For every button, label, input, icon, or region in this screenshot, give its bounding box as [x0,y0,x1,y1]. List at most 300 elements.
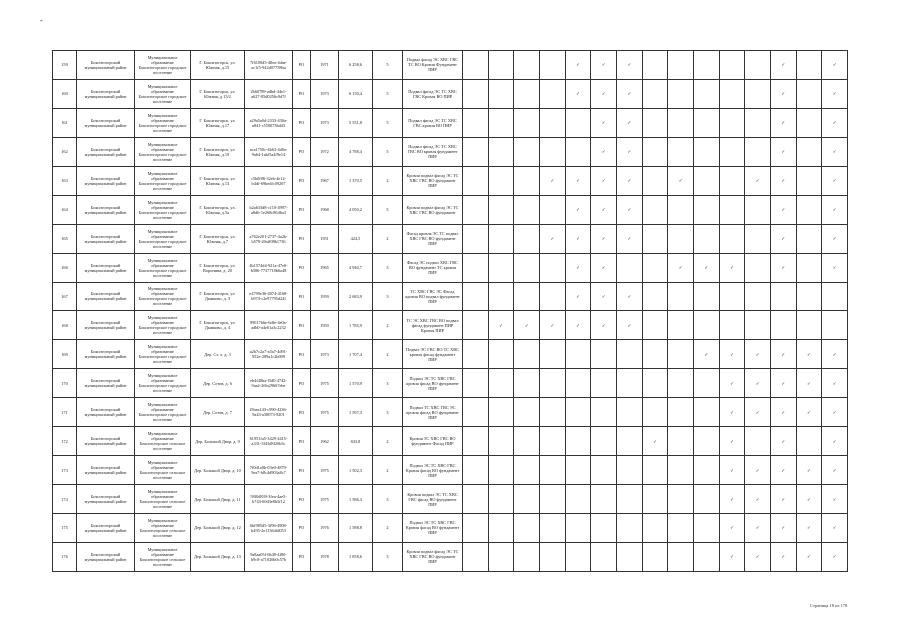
register-body [53,51,848,572]
check-cell [463,108,489,137]
count-cell: 3 [373,398,403,427]
checkmark-icon: ✓ [832,149,837,155]
area-cell: 843,8 [339,427,373,456]
check-cell [745,456,771,485]
check-cell [565,166,591,195]
checkmark-icon: ✓ [627,178,632,184]
check-cell [822,398,848,427]
district-cell: Бокситогорский муниципальный район [77,340,135,369]
check-cell [514,224,540,253]
guid-cell: eb4f40ba-f5d0-4742-9aa2-2f6a29667ebe [245,369,293,398]
check-cell [514,514,540,543]
check-cell [514,311,540,340]
check-cell [616,311,642,340]
municipality-cell: Муниципальное образование Бокситогорское городское поселение [135,311,191,340]
check-cell [514,369,540,398]
count-cell: 3 [373,369,403,398]
check-cell [616,456,642,485]
check-cell [770,253,796,282]
check-cell [565,514,591,543]
checkmark-icon: ✓ [601,178,606,184]
check-cell [693,253,719,282]
checkmark-icon: ✓ [601,265,606,271]
address-cell: Дер. Большой Двор, д. 12 [191,514,245,543]
guid-cell: 61951fa5-3429-4415-a331-3f43d8f26b3c [245,427,293,456]
row-number: 162 [53,137,77,166]
year-cell: 1962 [311,427,339,456]
checkmark-icon: ✓ [678,178,683,184]
check-cell [745,79,771,108]
year-cell: 1951 [311,224,339,253]
check-cell [668,108,694,137]
check-cell [642,166,668,195]
checkmark-icon: ✓ [730,265,734,271]
table-row [53,514,848,543]
check-cell [745,369,771,398]
area-cell: 1 370,5 [339,166,373,195]
check-cell [719,108,745,137]
checkmark-icon: ✓ [781,207,785,213]
checkmark-icon: ✓ [832,207,837,213]
check-cell [514,79,540,108]
checkmark-icon: ✓ [832,438,837,444]
table-row [53,311,848,340]
area-cell: 1 858,6 [339,542,373,571]
check-cell [745,485,771,514]
check-cell [616,514,642,543]
fund-cell: РО [293,166,311,195]
check-cell [668,456,694,485]
area-cell: 424,5 [339,224,373,253]
check-cell [796,79,822,108]
year-cell: 1973 [311,108,339,137]
check-cell [822,79,848,108]
check-cell [616,108,642,137]
guid-cell: 7f0d1a9b-03e0-4879-9ea7-b8c4d903a8c7 [245,456,293,485]
checkmark-icon: ✓ [653,438,657,444]
checkmark-icon: ✓ [576,62,580,68]
checkmark-icon: ✓ [781,380,785,386]
guid-cell: 58f0d839-3fea-4ae5-b743-60d3e8b5f12 [245,485,293,514]
check-cell [693,137,719,166]
district-cell: Бокситогорский муниципальный район [77,282,135,311]
check-cell [463,398,489,427]
check-cell [463,137,489,166]
municipality-cell: Муниципальное образование Бокситогорское городское поселение [135,79,191,108]
check-cell [693,427,719,456]
fund-cell: РО [293,51,311,80]
check-cell [770,485,796,514]
check-cell [565,137,591,166]
check-cell [719,542,745,571]
checkmark-icon: ✓ [499,322,503,328]
check-cell [616,485,642,514]
check-cell [488,340,514,369]
check-cell [463,166,489,195]
check-cell [796,166,822,195]
check-cell [796,542,822,571]
check-cell [539,456,565,485]
checkmark-icon: ✓ [755,178,760,184]
check-cell [770,51,796,80]
check-cell [668,311,694,340]
check-cell [770,514,796,543]
check-cell [642,253,668,282]
checkmark-icon: ✓ [576,265,580,271]
municipality-cell: Муниципальное образование Бокситогорское сельское поселение [135,456,191,485]
checkmark-icon: ✓ [601,62,606,68]
checkmark-icon: ✓ [601,322,606,328]
count-cell: 2 [373,340,403,369]
check-cell [693,224,719,253]
check-cell [488,51,514,80]
row-number: 173 [53,456,77,485]
area-cell: 4 788,4 [339,137,373,166]
check-cell [745,340,771,369]
checkmark-icon: ✓ [781,554,785,560]
works-cell: Кровля ТС ХВС ГВС ВО фундамент Фасад ПИР [403,427,463,456]
district-cell: Бокситогорский муниципальный район [77,253,135,282]
checkmark-icon: ✓ [627,293,632,299]
checkmark-icon: ✓ [601,91,606,97]
checkmark-icon: ✓ [524,322,529,328]
district-cell: Бокситогорский муниципальный район [77,311,135,340]
check-cell [719,340,745,369]
check-cell [668,514,694,543]
row-number: 169 [53,340,77,369]
checkmark-icon: ✓ [781,351,785,357]
row-number: 161 [53,108,77,137]
check-cell [565,311,591,340]
check-cell [719,456,745,485]
check-cell [642,456,668,485]
check-cell [745,137,771,166]
address-cell: Г. Бокситогорск, ул. Южная, д.15 [191,51,245,80]
area-cell: 1 570,9 [339,369,373,398]
address-cell: Г. Бокситогорск, ул. Южная, д.15/2 [191,79,245,108]
fund-cell: РО [293,224,311,253]
checkmark-icon: ✓ [704,351,709,357]
guid-cell: a2b7c2a7-a5a7-4d91-952e-289a1c2b009 [245,340,293,369]
checkmark-icon: ✓ [755,467,760,473]
checkmark-icon: ✓ [730,409,734,415]
check-cell [693,398,719,427]
check-cell [745,51,771,80]
check-cell [642,137,668,166]
check-cell [693,456,719,485]
checkmark-icon: ✓ [678,265,683,271]
check-cell [565,485,591,514]
count-cell: 5 [373,79,403,108]
check-cell [616,137,642,166]
area-cell: 1 588,8 [339,514,373,543]
check-cell [745,398,771,427]
check-cell [488,398,514,427]
check-cell [539,137,565,166]
check-cell [668,369,694,398]
checkmark-icon: ✓ [576,322,580,328]
address-cell: Дер. Сотов, д. 6 [191,369,245,398]
checkmark-icon: ✓ [576,293,580,299]
address-cell: Дер. Большой Двор, д. 10 [191,456,245,485]
check-cell [745,427,771,456]
check-cell [591,224,617,253]
checkmark-icon: ✓ [781,409,785,415]
check-cell [693,79,719,108]
check-cell [616,253,642,282]
check-cell [514,456,540,485]
check-cell [693,340,719,369]
checkmark-icon: ✓ [832,62,837,68]
check-cell [488,369,514,398]
area-cell: 2 683,9 [339,282,373,311]
check-cell [719,427,745,456]
check-cell [539,79,565,108]
check-cell [616,224,642,253]
area-cell: 1 785,9 [339,311,373,340]
check-cell [796,456,822,485]
check-cell [642,224,668,253]
area-cell: 6 258,6 [339,51,373,80]
municipality-cell: Муниципальное образование Бокситогорское городское поселение [135,398,191,427]
check-cell [822,340,848,369]
check-cell [539,253,565,282]
works-cell: Подвал ЭС ТС ХВС ГВС кровля фасад ВО фундамент ПИР [403,369,463,398]
district-cell: Бокситогорский муниципальный район [77,514,135,543]
check-cell [668,398,694,427]
checkmark-icon: ✓ [730,380,734,386]
check-cell [463,282,489,311]
check-cell [822,369,848,398]
area-cell: 1 502,3 [339,456,373,485]
checkmark-icon: ✓ [832,496,837,502]
check-cell [488,514,514,543]
check-cell [616,369,642,398]
checkmark-icon: ✓ [755,554,760,560]
checkmark-icon: ✓ [781,120,785,126]
check-cell [565,79,591,108]
check-cell [616,51,642,80]
row-number: 160 [53,79,77,108]
address-cell: Дер. Большой Двор, д. 9 [191,427,245,456]
page-mark: - [40,16,43,25]
works-cell: Кровля подвал фасад ЭС ТС ХВС ГВС ВО фундамент ПИР [403,166,463,195]
row-number: 172 [53,427,77,456]
table-row [53,398,848,427]
check-cell [822,282,848,311]
checkmark-icon: ✓ [627,207,632,213]
checkmark-icon: ✓ [730,438,734,444]
check-cell [745,514,771,543]
guid-cell: a762e201-2737-4a2b-b579-20aff08b1736 [245,224,293,253]
fund-cell: РО [293,195,311,224]
check-cell [770,340,796,369]
row-number: 159 [53,51,77,80]
checkmark-icon: ✓ [730,496,734,502]
checkmark-icon: ✓ [781,467,785,473]
check-cell [719,137,745,166]
municipality-cell: Муниципальное образование Бокситогорское городское поселение [135,282,191,311]
check-cell [488,311,514,340]
check-cell [796,137,822,166]
check-cell [822,456,848,485]
year-cell: 1959 [311,311,339,340]
guid-cell: e4799e36-4074-4168-b974-c2e97795d24f [245,282,293,311]
check-cell [642,485,668,514]
check-cell [719,195,745,224]
checkmark-icon: ✓ [781,496,785,502]
check-cell [719,485,745,514]
check-cell [693,51,719,80]
check-cell [488,485,514,514]
works-cell: Кровля подвал ЭС ТС ХВС ГВС фасад ВО фундамент ПИР [403,485,463,514]
fund-cell: РО [293,79,311,108]
check-cell [488,456,514,485]
check-cell [770,137,796,166]
check-cell [565,398,591,427]
checkmark-icon: ✓ [832,525,837,531]
check-cell [693,108,719,137]
check-cell [539,340,565,369]
check-cell [693,311,719,340]
check-cell [719,311,745,340]
area-cell: 1 586,3 [339,485,373,514]
check-cell [642,311,668,340]
check-cell [642,108,668,137]
guid-cell: aca1750c-4b63-4d0a-9a64-1abf5a4f9e14 [245,137,293,166]
check-cell [539,51,565,80]
check-cell [822,166,848,195]
checkmark-icon: ✓ [781,149,785,155]
fund-cell: РО [293,398,311,427]
check-cell [463,340,489,369]
table-row [53,456,848,485]
check-cell [693,485,719,514]
works-cell: Фасад кровля ЭС ТС подвал ХВС ГВС ВО фундамент ПИР [403,224,463,253]
address-cell: Г. Бокситогорск, ул. Южная, д.5а [191,195,245,224]
address-cell: Дер. Ст. л. д. 3 [191,340,245,369]
address-cell: Г. Бокситогорск, ул. Южная, д.19 [191,137,245,166]
district-cell: Бокситогорский муниципальный район [77,166,135,195]
check-cell [822,137,848,166]
checkmark-icon: ✓ [576,207,580,213]
row-number: 171 [53,398,77,427]
count-cell: 3 [373,282,403,311]
count-cell: 5 [373,108,403,137]
municipality-cell: Муниципальное образование Бокситогорское городское поселение [135,195,191,224]
check-cell [514,340,540,369]
check-cell [591,79,617,108]
check-cell [770,542,796,571]
fund-cell: РО [293,456,311,485]
checkmark-icon: ✓ [730,554,734,560]
year-cell: 1968 [311,195,339,224]
checkmark-icon: ✓ [601,293,606,299]
checkmark-icon: ✓ [832,91,837,97]
check-cell [616,282,642,311]
address-cell: Г. Бокситогорск, ул. Южная, д.13 [191,166,245,195]
municipality-cell: Муниципальное образование Бокситогорское городское поселение [135,369,191,398]
checkmark-icon: ✓ [807,351,811,357]
check-cell [539,485,565,514]
guid-cell: 9a8aa05f-6b49-4f80-b9c8-a71026b0c57b [245,542,293,571]
check-cell [591,137,617,166]
fund-cell: РО [293,485,311,514]
check-cell [745,195,771,224]
check-cell [463,427,489,456]
check-cell [488,108,514,137]
checkmark-icon: ✓ [832,265,837,271]
check-cell [642,514,668,543]
check-cell [822,253,848,282]
checkmark-icon: ✓ [601,236,606,242]
checkmark-icon: ✓ [627,322,632,328]
check-cell [770,398,796,427]
check-cell [745,311,771,340]
checkmark-icon: ✓ [807,554,811,560]
year-cell: 1971 [311,51,339,80]
check-cell [539,514,565,543]
address-cell: Г. Бокситогорск, ул. Южная, д.17 [191,108,245,137]
table-row [53,253,848,282]
check-cell [796,51,822,80]
check-cell [488,195,514,224]
check-cell [591,51,617,80]
checkmark-icon: ✓ [550,236,555,242]
check-cell [822,224,848,253]
municipality-cell: Муниципальное образование Бокситогорское сельское поселение [135,542,191,571]
check-cell [514,51,540,80]
district-cell: Бокситогорский муниципальный район [77,369,135,398]
row-number: 164 [53,195,77,224]
guid-cell: c5b0f06-32eb-4e12-b4df-69bedfc09207 [245,166,293,195]
check-cell [770,224,796,253]
checkmark-icon: ✓ [576,178,580,184]
checkmark-icon: ✓ [832,554,837,560]
table-row [53,485,848,514]
works-cell: Подвал фасад ЭС ХВС ГВС ТС ВО Кровля Фундамент ПИР [403,51,463,80]
year-cell: 1976 [311,514,339,543]
area-cell: 4 050,2 [339,195,373,224]
fund-cell: РО [293,311,311,340]
district-cell: Бокситогорский муниципальный район [77,137,135,166]
works-cell: Подвал фасад ЭС ТС ХВС ГВС Кровля ВО ПИР [403,79,463,108]
year-cell: 1973 [311,79,339,108]
check-cell [642,369,668,398]
works-cell: Подвал ЭС ГВС ВО ТС ХВС кровля фасад фундамент ПИР [403,340,463,369]
checkmark-icon: ✓ [781,525,785,531]
row-number: 168 [53,311,77,340]
checkmark-icon: ✓ [807,409,811,415]
check-cell [770,456,796,485]
check-cell [539,166,565,195]
check-cell [616,340,642,369]
check-cell [770,311,796,340]
check-cell [668,224,694,253]
check-cell [745,108,771,137]
check-cell [591,369,617,398]
check-cell [745,224,771,253]
check-cell [668,485,694,514]
guid-cell: 99017b6e-6dfe-4e0a-adb0-a4e01a3c2232 [245,311,293,340]
area-cell: 4 940,7 [339,253,373,282]
year-cell: 1975 [311,485,339,514]
checkmark-icon: ✓ [832,120,837,126]
check-cell [539,369,565,398]
check-cell [668,137,694,166]
checkmark-icon: ✓ [627,149,632,155]
check-cell [565,427,591,456]
